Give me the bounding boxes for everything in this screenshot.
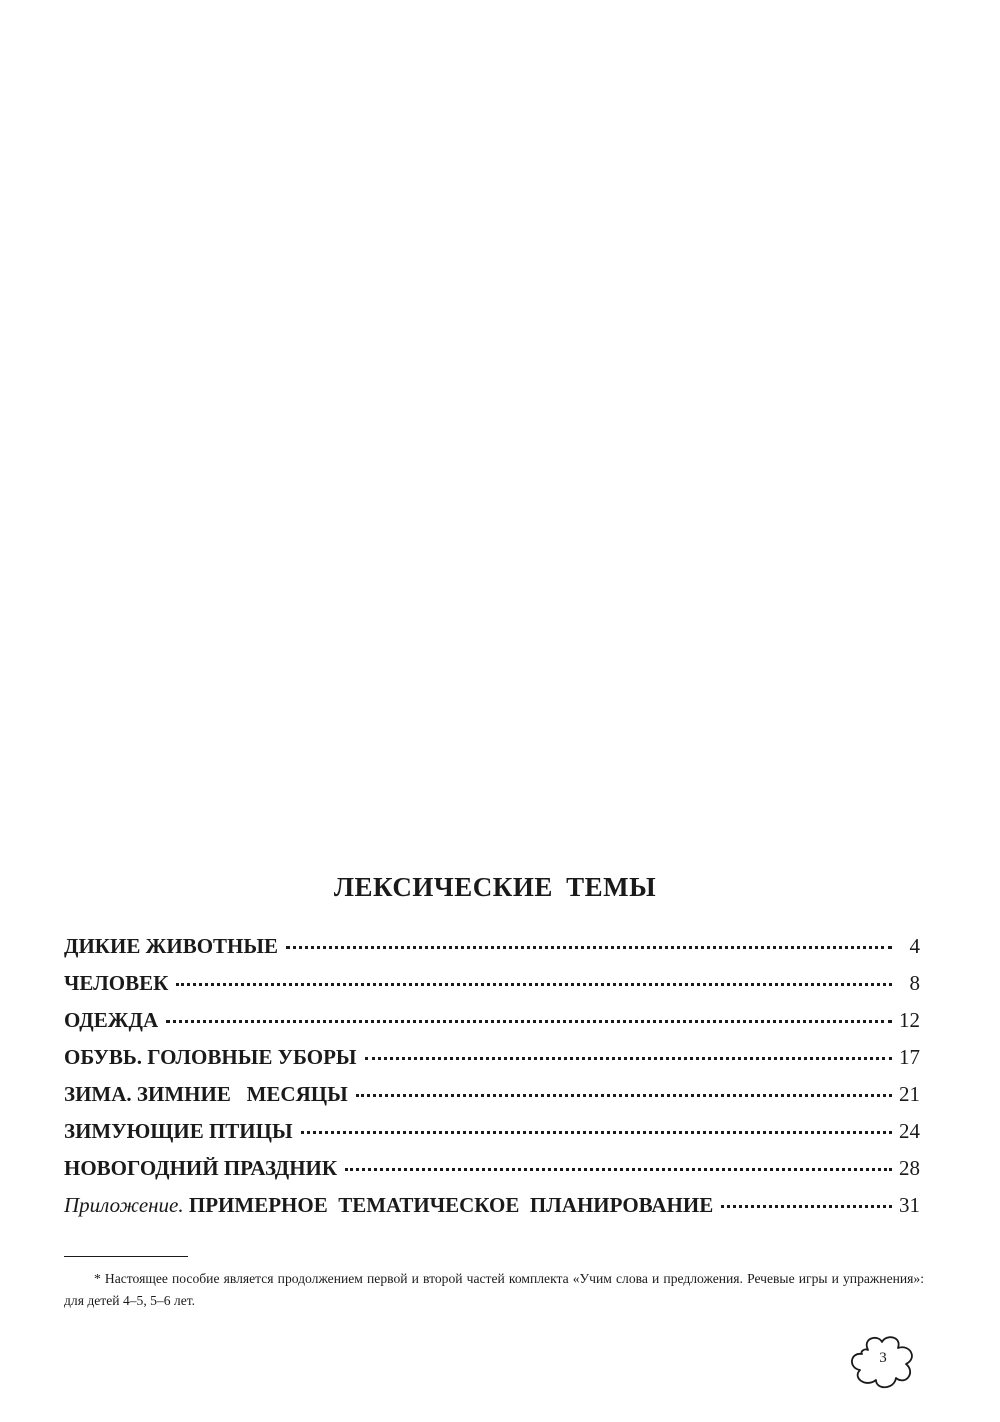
table-of-contents	[64, 934, 920, 1230]
page-number-badge	[846, 1332, 920, 1392]
toc-entry-page: 21	[899, 1082, 920, 1106]
toc-entry-appendix[interactable]	[64, 1193, 920, 1230]
toc-entry-title	[64, 971, 168, 996]
toc-leader-dots	[345, 1168, 892, 1171]
toc-entry-title-text: ЗИМУЮЩИЕ ПТИЦЫ	[64, 1119, 293, 1143]
toc-entry[interactable]	[64, 1156, 920, 1193]
toc-entry-title	[64, 1193, 713, 1218]
toc-entry-page: 12	[899, 1008, 920, 1032]
footnote-divider	[64, 1256, 188, 1257]
toc-entry[interactable]	[64, 934, 920, 971]
toc-entry-page: 24	[899, 1119, 920, 1143]
toc-leader-dots	[286, 946, 892, 949]
toc-entry-title-text: ПРИМЕРНОЕ ТЕМАТИЧЕСКОЕ ПЛАНИРОВАНИЕ	[183, 1193, 714, 1217]
toc-entry-title-text: ЗИМА. ЗИМНИЕ МЕСЯЦЫ	[64, 1082, 348, 1106]
toc-leader-dots	[365, 1057, 892, 1060]
toc-entry[interactable]	[64, 1119, 920, 1156]
toc-entry-title-text: ДИКИЕ ЖИВОТНЫЕ	[64, 934, 279, 958]
toc-entry[interactable]	[64, 1082, 920, 1119]
toc-entry-page: 31	[899, 1193, 920, 1217]
toc-entry-title-text: НОВОГОДНИЙ ПРАЗДНИК	[64, 1156, 338, 1180]
footnote: * Настоящее пособие является продолжением первой и второй частей комплекта «Учим слова и предложения. Речевые игры и упражнения»: для детей 4–5, 5–6 лет.	[64, 1271, 924, 1308]
page-title: ЛЕКСИЧЕСКИЕ ТЕМЫ	[333, 872, 657, 902]
toc-entry-title	[64, 1008, 158, 1033]
toc-leader-dots	[356, 1094, 892, 1097]
toc-entry-title	[64, 934, 278, 959]
toc-entry-title-text: ОДЕЖДА	[64, 1008, 159, 1032]
toc-entry[interactable]	[64, 971, 920, 1008]
toc-entry-page: 8	[909, 971, 920, 995]
toc-leader-dots	[721, 1205, 892, 1208]
toc-entry-title-text: ЧЕЛОВЕК	[64, 971, 169, 995]
toc-entry-title	[64, 1156, 337, 1181]
toc-leader-dots	[176, 983, 892, 986]
toc-leader-dots	[166, 1020, 892, 1023]
toc-entry-title	[64, 1119, 293, 1144]
toc-entry-prefix: Приложение.	[64, 1193, 184, 1217]
toc-entry-title	[64, 1082, 348, 1107]
page-number: 3	[879, 1350, 887, 1366]
toc-leader-dots	[301, 1131, 892, 1134]
toc-entry-title-text: ОБУВЬ. ГОЛОВНЫЕ УБОРЫ	[64, 1045, 357, 1069]
toc-entry-page: 4	[909, 934, 920, 958]
toc-entry[interactable]	[64, 1008, 920, 1045]
toc-entry-page: 28	[899, 1156, 920, 1180]
toc-entry-title	[64, 1045, 357, 1070]
toc-entry[interactable]	[64, 1045, 920, 1082]
toc-entry-page: 17	[899, 1045, 920, 1069]
